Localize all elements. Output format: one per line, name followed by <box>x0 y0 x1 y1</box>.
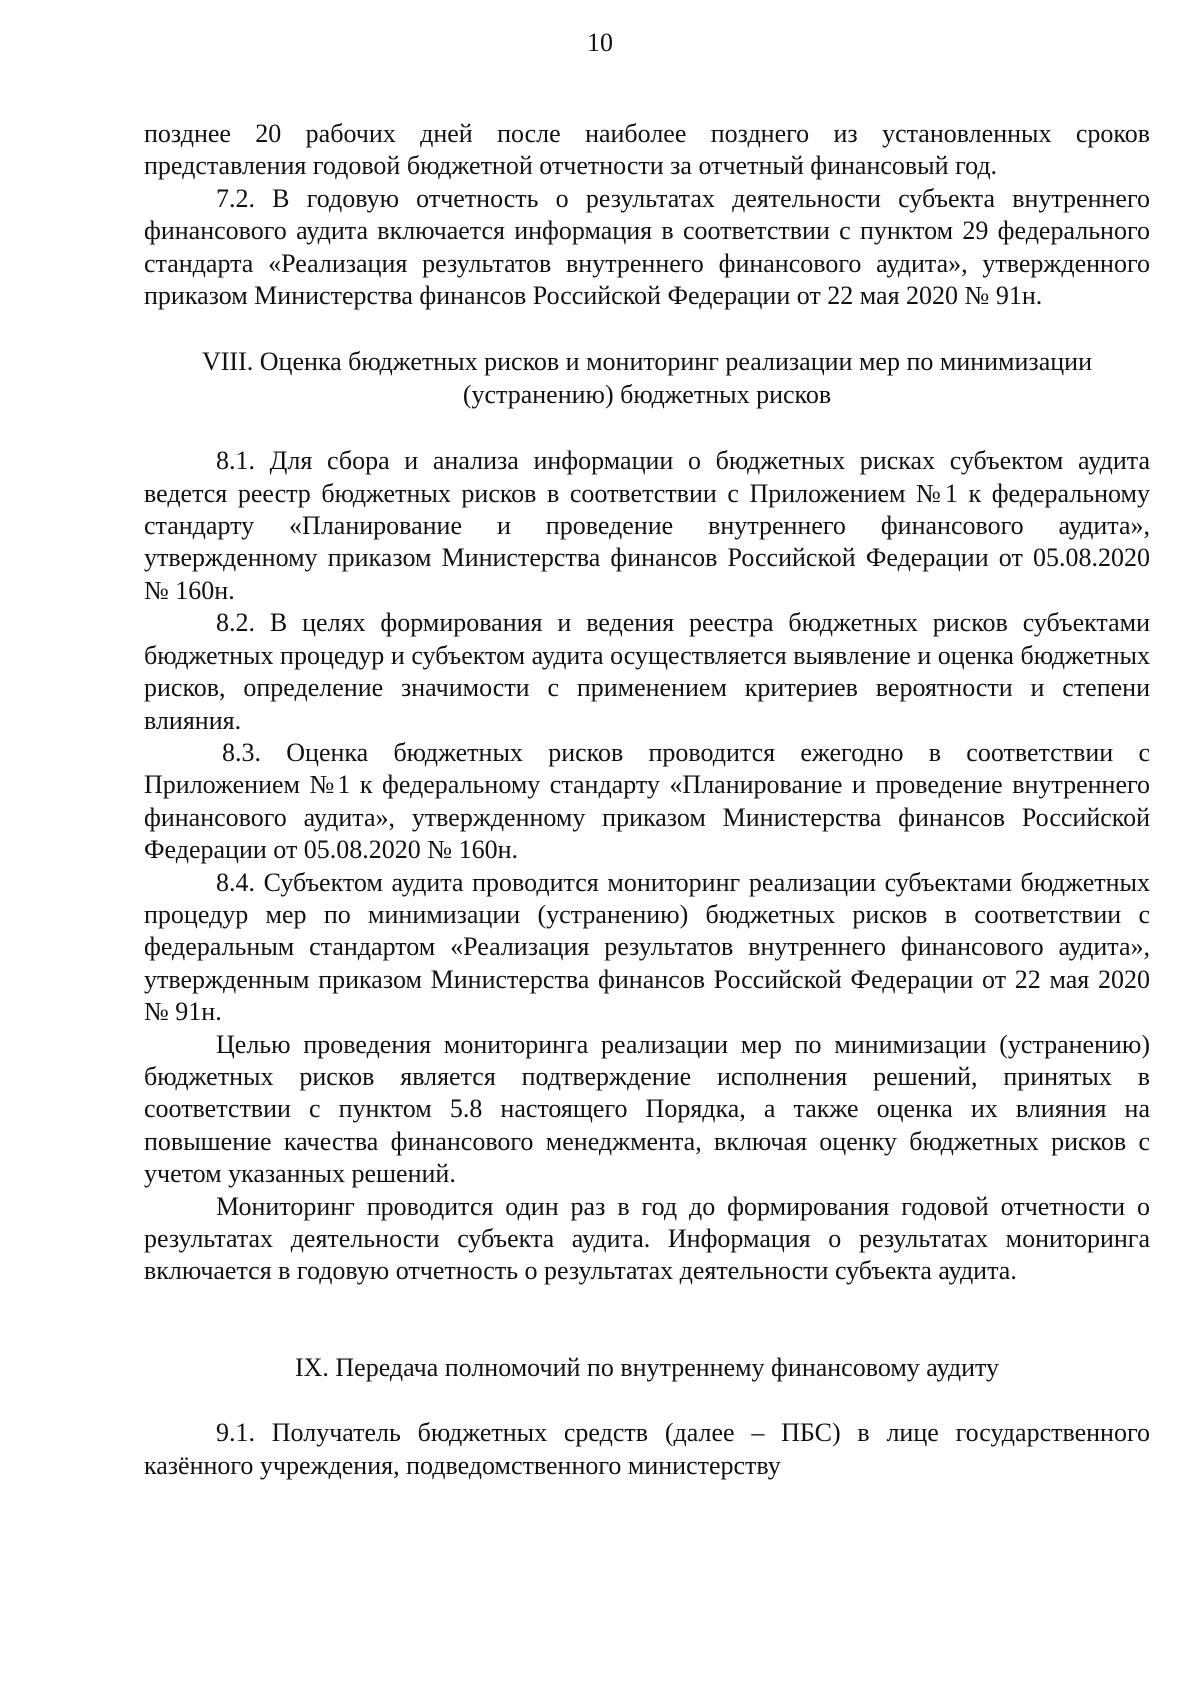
document-body <box>144 118 1150 1482</box>
paragraph-monitoring-goal: Целью проведения мониторинга реализации мер по минимизации (устранению) бюджетных рисков является подтверждение исполнения решений, принятых в соответствии с пунктом 5.8 настоящего Порядка, а также оценка их влияния на повышение качества финансового менеджмента, включая оценку бюджетных рисков с учетом указанных решений. <box>144 1029 1150 1189</box>
paragraph-8-2: 8.2. В целях формирования и ведения реестра бюджетных рисков субъектами бюджетных процедур и субъектом аудита осуществляется выявление и оценка бюджетных рисков, определение значимости с применением критериев вероятности и степени влияния. <box>144 608 1150 735</box>
paragraph-8-4: 8.4. Субъектом аудита проводится мониторинг реализации субъектами бюджетных процедур мер по минимизации (устранению) бюджетных рисков в соответствии с федеральным стандартом «Реализация результатов внутреннего финансового аудита», утвержденным приказом Министерства финансов Российской Федерации от 22 мая 2020 № 91н. <box>144 867 1150 1027</box>
section-9-heading: IX. Передача полномочий по внутреннему финансовому аудиту <box>294 1352 1000 1382</box>
section-8-heading-line2: (устранению) бюджетных рисков <box>462 379 832 409</box>
paragraph-9-1: 9.1. Получатель бюджетных средств (далее – ПБС) в лице государственного казённого учреждения, подведомственного министерству <box>144 1418 1150 1480</box>
section-8-heading-line1: VIII. Оценка бюджетных рисков и мониторинг реализации мер по минимизации <box>202 347 1092 377</box>
paragraph-8-1: 8.1. Для сбора и анализа информации о бюджетных рисках субъектом аудита ведется реестр бюджетных рисков в соответствии с Приложением №1 к федеральному стандарту «Планирование и проведение внутреннего финансового аудита», утвержденному приказом Министерства финансов Российской Федерации от 05.08.2020 № 160н. <box>144 446 1150 605</box>
paragraph-8-3: 8.3. Оценка бюджетных рисков проводится ежегодно в соответствии с Приложением №1 к федеральному стандарту «Планирование и проведение внутреннего финансового аудита», утвержденному приказом Министерства финансов Российской Федерации от 05.08.2020 № 160н. <box>144 737 1150 865</box>
paragraph-monitoring-frequency: Мониторинг проводится один раз в год до формирования годовой отчетности о результатах деятельности субъекта аудита. Информация о результатах мониторинга включается в годовую отчетность о результатах деятельности субъекта аудита. <box>144 1191 1150 1286</box>
page-number: 10 <box>587 28 613 57</box>
paragraph-continuation: позднее 20 рабочих дней после наиболее позднего из установленных сроков представления годовой бюджетной отчетности за отчетный финансовый год. <box>144 119 1150 181</box>
section-8-heading <box>144 346 1150 411</box>
paragraph-7-2: 7.2. В годовую отчетность о результатах деятельности субъекта внутреннего финансового аудита включается информация в соответствии с пунктом 29 федерального стандарта «Реализация результатов внутреннего финансового аудита», утвержденного приказом Министерства финансов Российской Федерации от 22 мая 2020 № 91н. <box>144 183 1150 311</box>
